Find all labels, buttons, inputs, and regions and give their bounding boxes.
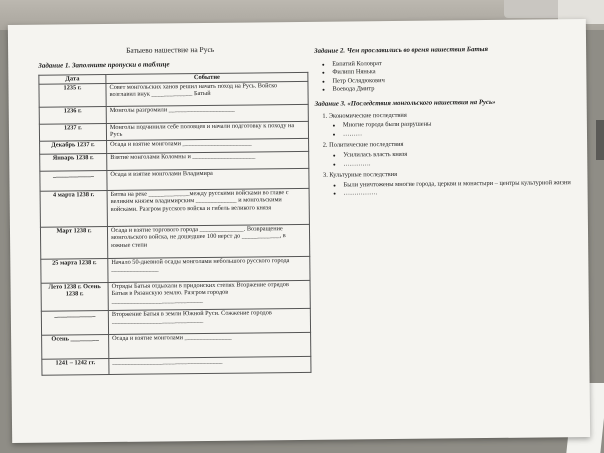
event-cell: Осада и взятие торгового города ______________. Возвращение монгольского войска, не дошедшее 100 верст до ____________, в южные степи	[107, 224, 309, 258]
task3-heading	[315, 98, 575, 109]
date-cell: 4 марта 1238 г.	[40, 191, 107, 228]
list-item: • ………	[343, 128, 575, 139]
list-item: • Воевода Дмитр	[332, 83, 574, 94]
task2-label: Задание 2.	[314, 47, 346, 55]
event-cell: Совет монгольских ханов решил начать поход на Русь. Войско возглавил внук _____________ Батый	[106, 81, 308, 106]
event-cell: Начало 50-дневной осады монголами небольшого русского города _______________	[108, 256, 310, 282]
table-row	[41, 280, 310, 311]
date-cell: Декабрь 1237 г.	[40, 141, 107, 155]
event-cell: Взятие монголами Коломны и ____________________	[107, 151, 309, 170]
event-cell: Осада и взятие монголами Владимира	[107, 168, 309, 190]
section-title: Экономические последствия	[328, 111, 407, 120]
column-header-event: Событие	[106, 72, 308, 83]
page-title: Батыево нашествие на Русь	[126, 44, 215, 55]
task1-heading	[38, 60, 169, 69]
table-row	[41, 308, 310, 335]
table-row	[40, 168, 309, 191]
event-cell: Монголы разгромили _____________________	[106, 104, 308, 123]
list-item	[329, 110, 575, 139]
task1-text: Заполните пропуски в таблице	[71, 60, 170, 70]
table-row	[42, 356, 311, 375]
list-item: • Филипп Нянька	[332, 66, 574, 77]
date-cell: _____________	[41, 311, 108, 336]
date-cell: 1235 г.	[39, 84, 106, 108]
table-row	[41, 256, 310, 283]
date-cell: _____________	[40, 171, 107, 192]
date-cell: Март 1238 г.	[40, 227, 107, 260]
event-cell: ___________________________________	[109, 356, 311, 374]
event-cell: Монголы подчинили себе половцев и начали подготовку к походу на Русь	[106, 121, 308, 140]
date-cell: 1236 г.	[39, 107, 106, 125]
task3-label: Задание 3.	[314, 100, 346, 108]
task3-text: «Последствия монгольского нашествия на Русь»	[347, 98, 496, 108]
list-item: • Были уничтожены многие города, церкви и монастыри – центры культурной жизни	[343, 179, 575, 190]
background-object	[596, 120, 604, 160]
list-item: • Евпатий Коловрат	[332, 58, 574, 69]
list-item: • Усилилась власть князя	[343, 149, 575, 160]
task2-list	[314, 58, 574, 95]
event-cell: Вторжение Батыя в земли Южной Руси. Сожжение городов _____________________________	[108, 308, 310, 334]
task1-label: Задание 1.	[38, 61, 71, 70]
table-row	[40, 224, 309, 259]
worksheet	[8, 19, 590, 443]
section-title: Политические последствия	[329, 141, 404, 150]
date-cell: Январь 1238 г.	[40, 154, 107, 172]
list-item: • Многие города были разрушены	[343, 119, 575, 130]
list-item: • ………….	[343, 158, 575, 169]
table-row	[40, 188, 309, 227]
event-cell: Отряды Батыя отдыхали в придонских степях Вторжение отрядов Батыя в Рязанскую землю. Разгром городов _____________________________	[108, 280, 310, 310]
list-item: • …………….	[344, 187, 576, 198]
task3-list	[315, 110, 576, 199]
section-title: Культурные последствия	[329, 171, 398, 179]
background-object	[504, 0, 564, 18]
date-cell: Осень _________	[42, 334, 109, 359]
date-cell: 25 марта 1238 г.	[41, 259, 108, 284]
table-row	[42, 332, 311, 359]
task2-text: Чем прославились во время нашествия Батыя	[346, 46, 489, 55]
column-header-date: Дата	[39, 75, 106, 85]
date-cell: Лето 1238 г. Осень 1238 г.	[41, 283, 108, 312]
event-cell: Осада и взятие монголами _______________	[109, 332, 311, 358]
list-item: • Петр Ослядюкович	[332, 75, 574, 86]
events-table	[38, 72, 311, 376]
list-item	[329, 139, 575, 168]
event-cell: Осада и взятие монголами ______________________	[107, 138, 309, 153]
list-item	[329, 169, 575, 198]
event-cell: Битва на реке _____________между русскими войсками во главе с великим князем владимирским _____________ и монгольскими войсками. Разгром русского войска и гибель великого князя	[107, 188, 309, 226]
task2-heading	[314, 45, 574, 56]
date-cell: 1241 – 1242 гг.	[42, 358, 109, 375]
table-row	[39, 81, 308, 107]
right-column	[314, 45, 576, 202]
date-cell: 1237 г.	[39, 124, 106, 142]
